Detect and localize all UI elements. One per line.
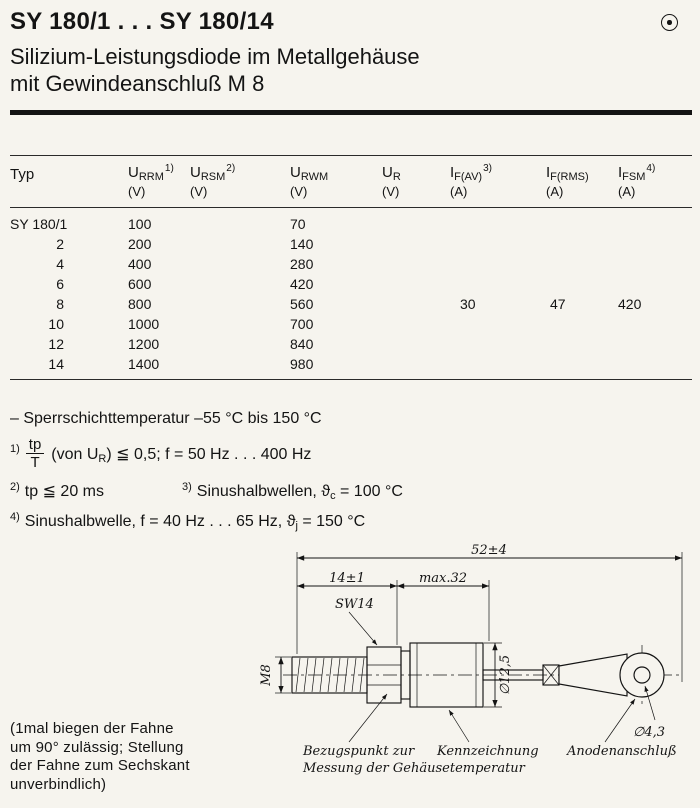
unit-ifsm: (A) <box>618 183 692 208</box>
footnote-1-marker: 1) <box>10 443 20 456</box>
cell-urwm: 420 <box>290 275 314 292</box>
footnote-2-marker: 2) <box>10 480 20 493</box>
anode-flag <box>559 654 627 696</box>
cell-urwm: 140 <box>290 235 314 252</box>
circle-dot-icon <box>661 14 678 31</box>
table-row <box>10 274 692 294</box>
cell-ifrms <box>546 354 618 380</box>
unit-ifrms: (A) <box>546 183 618 208</box>
terminal-hole <box>634 667 650 683</box>
cell-ifav <box>450 274 546 294</box>
cell-ifrms <box>546 254 618 274</box>
subtitle-line-1: Silizium-Leistungsdiode im Metallgehäuse <box>10 44 420 69</box>
dimension-lines <box>259 543 682 740</box>
front-length-dim: 14±1 <box>329 570 365 586</box>
unit-ursm: (V) <box>190 183 290 208</box>
cell-voltage: 400 <box>128 255 152 272</box>
reference-point-label-line1: Bezugspunkt zur <box>303 743 415 759</box>
cell-ifrms: 47 <box>550 295 566 312</box>
unit-ifav: (A) <box>450 183 546 208</box>
reference-point-label-line2: Messung der Gehäusetemperatur <box>303 760 525 776</box>
cell-ur <box>382 354 450 380</box>
unit-typ <box>10 183 128 208</box>
cell-voltage: 1200 <box>128 335 160 352</box>
col-header-urwm: $U_{RWM}$ <box>290 163 329 183</box>
col-header-ifav: $I_{F(AV)}^{3)}$ <box>450 162 492 183</box>
cell-voltage: 200 <box>128 235 152 252</box>
subtitle <box>10 44 692 98</box>
col-header-ifsm: $I_{FSM}^{4)}$ <box>618 162 656 183</box>
cell-ifsm <box>618 234 692 254</box>
footnote-2-text: tp ≦ 20 ms <box>24 482 104 500</box>
technical-drawing-section <box>10 542 700 800</box>
anode-connection-label: Anodenanschluß <box>567 743 677 759</box>
tp-over-t-fraction: $\frac{tp}{T}$ <box>26 437 45 472</box>
cell-typ: 2 <box>56 235 64 252</box>
footnote-2-and-3: $^{2)}$ tp ≦ 20 ms $^{3)}$ Sinushalbwellen, $ϑ_c = 100$ °C <box>10 480 403 502</box>
col-header-ur: $U_R$ <box>382 163 401 183</box>
cell-ifsm <box>618 274 692 294</box>
cell-urwm: 840 <box>290 335 314 352</box>
cell-ur <box>382 274 450 294</box>
table-row <box>10 334 692 354</box>
cell-ur <box>382 234 450 254</box>
diode-outline-drawing <box>237 542 700 798</box>
cell-ifsm <box>618 354 692 380</box>
header <box>10 8 692 36</box>
table-row <box>10 207 692 234</box>
wrench-size-label: SW14 <box>335 596 374 612</box>
table-row <box>10 254 692 274</box>
cell-ur <box>382 314 450 334</box>
cell-ifsm <box>618 334 692 354</box>
cell-ifrms <box>546 207 618 234</box>
cell-ifrms <box>546 274 618 294</box>
col-header-ifrms: $I_{F(RMS)}$ <box>546 163 589 183</box>
cell-urwm: 70 <box>290 215 306 232</box>
cell-ifav <box>450 354 546 380</box>
cell-typ: 12 <box>48 335 64 352</box>
ratings-table <box>10 155 692 380</box>
cell-urwm: 560 <box>290 295 314 312</box>
footnote-3-marker: 3) <box>182 480 192 493</box>
cell-ifsm: 420 <box>618 295 642 312</box>
subtitle-line-2: mit Gewindeanschluß M 8 <box>10 70 265 96</box>
header-unit-row <box>10 183 692 208</box>
callout-labels <box>302 694 677 776</box>
cell-ifrms <box>546 314 618 334</box>
col-header-typ: Typ <box>10 165 35 183</box>
cell-typ: 14 <box>10 354 128 380</box>
cell-ifsm <box>618 314 692 334</box>
cell-typ: SY 180/1 <box>10 215 68 232</box>
cell-voltage: 800 <box>128 295 152 312</box>
footnote-4-marker: 4) <box>10 510 20 523</box>
cell-typ: 8 <box>56 295 64 312</box>
cell-urwm: 980 <box>290 354 382 380</box>
cell-ur <box>382 254 450 274</box>
cell-voltage: 1000 <box>128 315 160 332</box>
cell-ifav <box>450 207 546 234</box>
footnote-1: $^{1)}$ $\frac{tp}{T}$ (von $U_R$) ≦ 0,5; f = 50 Hz . . . 400 Hz <box>10 435 312 472</box>
cell-ifav: 30 <box>460 295 476 312</box>
footnote-4: $^{4)}$ Sinushalbwelle, f = 40 Hz . . . 65 Hz, $ϑ_j = 150$ °C <box>10 510 366 532</box>
col-header-urrm: $U_{RRM}^{1)}$ <box>128 162 174 183</box>
cell-typ: 6 <box>56 275 64 292</box>
cell-voltage: 600 <box>128 275 152 292</box>
unit-urrm: (V) <box>128 183 190 208</box>
marking-label: Kennzeichnung <box>437 743 539 759</box>
cell-urwm: 700 <box>290 315 314 332</box>
cell-ur <box>382 334 450 354</box>
cell-typ: 10 <box>48 315 64 332</box>
theta-case-symbol: ϑ <box>321 482 331 500</box>
cell-ur <box>382 294 450 314</box>
cell-ifav <box>450 334 546 354</box>
table-head <box>10 155 692 207</box>
thread-size-label: M8 <box>259 664 274 686</box>
cell-typ: 4 <box>56 255 64 272</box>
cell-ifav <box>450 234 546 254</box>
case-length-dim: max.32 <box>418 570 468 586</box>
unit-urwm: (V) <box>290 183 382 208</box>
cell-urwm: 280 <box>290 255 314 272</box>
table-row <box>10 314 692 334</box>
cell-ifrms <box>546 234 618 254</box>
hole-diameter-dim: ∅4,3 <box>633 724 665 740</box>
case-diameter-dim: ∅12,5 <box>498 654 513 696</box>
thread-hatching <box>296 658 364 692</box>
cell-ifsm <box>618 207 692 234</box>
table-body <box>10 207 692 379</box>
table-row <box>10 294 692 314</box>
cell-voltage: 100 <box>128 215 152 232</box>
junction-temperature-note: – Sperrschichttemperatur –55 °C bis 150 °C <box>10 409 322 427</box>
cell-ifsm <box>618 254 692 274</box>
theta-junction-symbol: ϑ <box>286 512 296 530</box>
title-divider-rule <box>10 110 692 115</box>
col-header-ursm: $U_{RSM}^{2)}$ <box>190 162 236 183</box>
footnotes <box>10 410 692 532</box>
header-symbol-row <box>10 155 692 183</box>
table-row <box>10 234 692 254</box>
cell-ifrms <box>546 334 618 354</box>
unit-ur: (V) <box>382 183 450 208</box>
flag-bend-note: (1mal biegen der Fahne um 90° zulässig; Stellung der Fahne zum Sechskant unverbindlich) <box>10 719 190 793</box>
cell-ifav <box>450 254 546 274</box>
page-title: SY 180/1 . . . SY 180/14 <box>10 8 274 35</box>
cell-ur <box>382 207 450 234</box>
cell-ifav <box>450 314 546 334</box>
cell-voltage: 1400 <box>128 354 290 380</box>
overall-length-dim: 52±4 <box>471 542 507 558</box>
table-row <box>10 354 692 380</box>
